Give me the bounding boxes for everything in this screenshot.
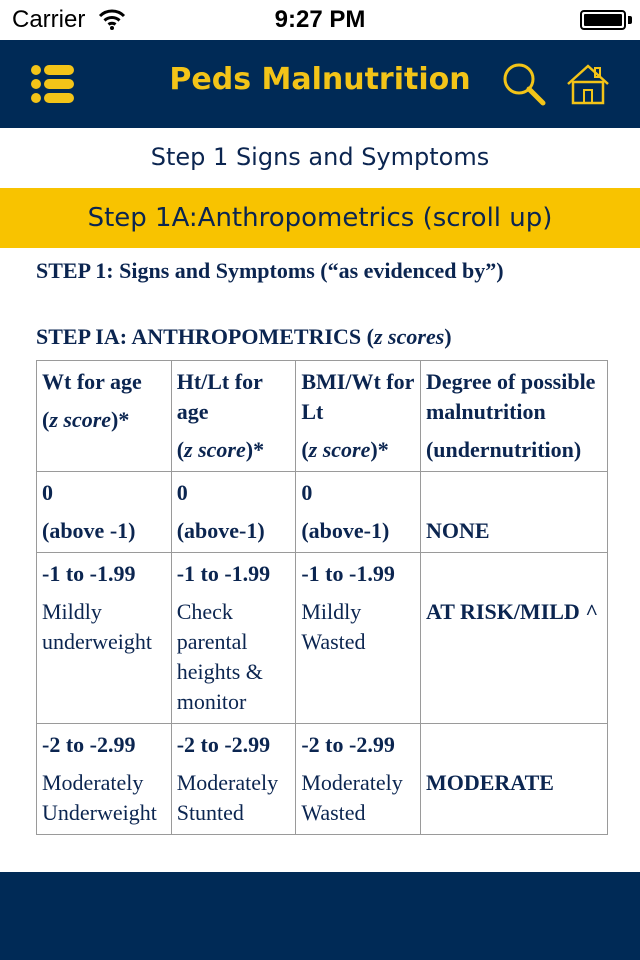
table-cell <box>37 472 172 553</box>
italic-text: z score <box>308 437 371 462</box>
table-cell <box>420 472 607 553</box>
header-sub <box>42 405 167 435</box>
z-value: -1 to -1.99 <box>176 561 271 586</box>
header-cell <box>37 361 172 472</box>
z-note: Moderately Underweight <box>42 770 157 825</box>
navigation-bar <box>0 40 640 128</box>
table-row <box>37 553 608 724</box>
step-bar[interactable]: Step 1 Signs and Symptoms <box>0 128 640 188</box>
z-note: (above-1) <box>176 518 265 543</box>
heading-text: STEP IA: ANTHROPOMETRICS ( <box>36 324 374 349</box>
degree-label: MODERATE <box>425 770 554 795</box>
z-value: -2 to -2.99 <box>301 732 395 757</box>
table-cell <box>296 553 421 724</box>
status-bar <box>0 0 640 40</box>
z-note: (above-1) <box>301 518 390 543</box>
table-cell <box>171 553 296 724</box>
degree-label: NONE <box>425 518 490 543</box>
z-value: -2 to -2.99 <box>42 732 136 757</box>
z-value: 0 <box>301 480 313 505</box>
z-note: (above -1) <box>42 518 136 543</box>
header-cell <box>420 361 607 472</box>
table-cell <box>37 553 172 724</box>
header-label: Wt for age <box>42 369 142 394</box>
header-cell <box>296 361 421 472</box>
heading-italic: z scores <box>374 324 445 349</box>
header-cell <box>171 361 296 472</box>
table-cell <box>296 724 421 835</box>
italic-text: z score <box>184 437 246 462</box>
paren: ( <box>42 407 50 432</box>
table-cell <box>171 472 296 553</box>
bottom-bar <box>0 872 640 960</box>
degree-label: AT RISK/MILD ^ <box>425 599 599 624</box>
subsection-heading <box>36 322 616 352</box>
table-cell <box>420 553 607 724</box>
paren: ( <box>301 437 309 462</box>
z-value: -2 to -2.99 <box>176 732 271 757</box>
paren: )* <box>111 407 130 432</box>
table-row <box>37 724 608 835</box>
italic-text: z score <box>49 407 112 432</box>
z-value: 0 <box>42 480 53 505</box>
z-note: Mildly Wasted <box>301 599 366 654</box>
table-cell <box>37 724 172 835</box>
z-note: Mildly underweight <box>42 599 152 654</box>
z-note: Check parental heights & monitor <box>176 599 263 714</box>
search-icon[interactable] <box>500 60 548 108</box>
paren: )* <box>370 437 389 462</box>
clock: 9:27 PM <box>274 6 366 33</box>
page-title: Peds Malnutrition <box>169 62 471 97</box>
carrier-label: Carrier <box>12 6 86 33</box>
header-label: BMI/Wt for Lt <box>301 369 414 424</box>
section-heading: STEP 1: Signs and Symptoms (“as evidenced by”) <box>36 258 504 283</box>
substep-bar[interactable]: Step 1A:Anthropometrics (scroll up) <box>0 188 640 248</box>
z-value: -1 to -1.99 <box>42 561 136 586</box>
table-cell <box>420 724 607 835</box>
home-icon[interactable] <box>564 60 612 108</box>
z-value: -1 to -1.99 <box>301 561 395 586</box>
table-cell <box>171 724 296 835</box>
heading-close: ) <box>444 324 452 349</box>
z-note: Moderately Wasted <box>301 770 403 825</box>
header-sub: (undernutrition) <box>425 437 582 462</box>
header-sub <box>177 435 292 465</box>
paren: )* <box>245 437 265 462</box>
battery-icon <box>580 10 626 30</box>
header-label: Ht/Lt for age <box>176 369 263 424</box>
header-sub <box>301 435 416 465</box>
paren: ( <box>176 437 185 462</box>
z-value: 0 <box>176 480 188 505</box>
table-row <box>37 472 608 553</box>
battery-tip <box>628 16 632 24</box>
z-note: Moderately Stunted <box>176 770 279 825</box>
table-cell <box>296 472 421 553</box>
content-area[interactable] <box>0 248 640 872</box>
anthropometrics-table <box>36 360 608 835</box>
header-label: Degree of possible malnutrition <box>425 369 596 424</box>
table-header-row <box>37 361 608 472</box>
